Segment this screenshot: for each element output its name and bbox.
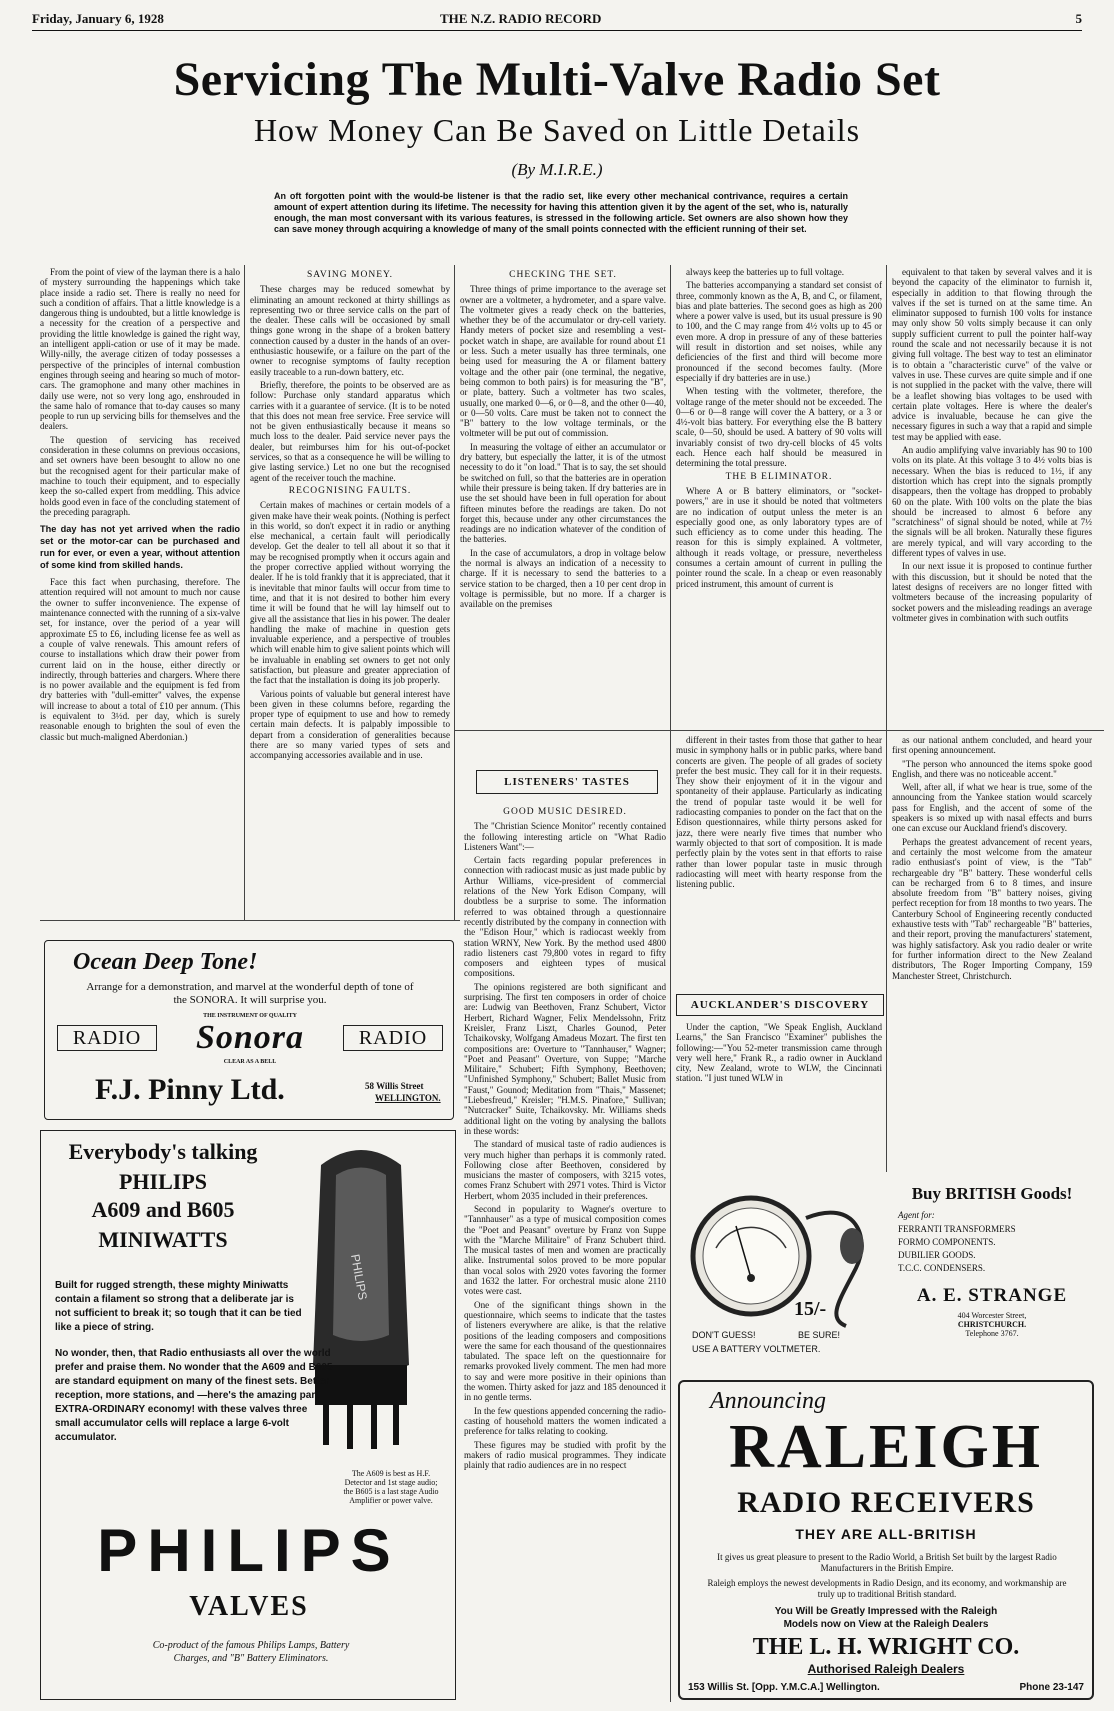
product-item: T.C.C. CONDENSERS. (898, 1263, 986, 1273)
raleigh-address: 153 Willis St. [Opp. Y.M.C.A.] Wellington. (688, 1682, 880, 1693)
listeners-column-1 (464, 804, 666, 1704)
strange-agent-label: Agent for: (898, 1210, 935, 1220)
sonora-tagline-bottom: CLEAR AS A BELL (223, 1059, 277, 1065)
article-column-4 (676, 267, 882, 727)
aucklander-column-1 (676, 1022, 882, 1172)
section-heading: CHECKING THE SET. (509, 270, 617, 280)
sonora-tagline-top: THE INSTRUMENT OF QUALITY (203, 1013, 297, 1019)
raleigh-receivers: RADIO RECEIVERS (737, 1486, 1035, 1519)
product-item: FORMO COMPONENTS. (898, 1237, 996, 1247)
philips-body: Built for rugged strength, these mighty Miniwatts contain a filament so strong that a deliberate jar is not sufficient to break it; so tough that it can be tied like a piece of string. (55, 1280, 302, 1333)
paragraph: Briefly, therefore, the points to be observed are as follow: Purchase only standard apparatus which carries with it a guarantee of service. (It is to be noted that this does not mean free service. Free service will not be given enthusiastically because it means so much loss to the dealer. Paid service never pays the dealer, but reimburses him for his out-of-pocket services, so that as a consequence he will be willing to give lasting service.) Let no one but the recognised agent of the receiver touch the machine. (250, 379, 450, 483)
paragraph: "The person who announced the items spoke good English, and there was no noticeable accent." (892, 758, 1092, 779)
raleigh-body2: Raleigh employs the newest developments in Radio Design, and its economy, and workmanship are truly up to traditional British standard. (707, 1578, 1067, 1599)
paragraph: Face this fact when purchasing, therefore. The attention required will not amount to much nor cause the owner to suffer inconvenience. The expense of maintenance connected with the running of a six-valve set, for instance, over the period of a year will approximate £5 to £6, including license fee as well as a couple of valve renewals. This amount refers of course to installations which draw their power from current laid on in the house, either directly or indirectly, through batteries and chargers. Where there is no power available and the equipment is fed from dry batteries with "dull-emitter" valves, the expense will increase to about a total of £10 per annum. (This is equivalent to 3½d. per day, which is surely reasonable enough to brighten the soul of even the classic but much-maligned Aberdonian.) (40, 577, 240, 742)
raleigh-phone: Phone 23-147 (1019, 1682, 1084, 1693)
paragraph: The batteries accompanying a standard set consist of three, commonly known as the A, B, and C, or filament, bias and plate batteries. The second goes as high as 200 where a power valve is used, but its usual pressure is 90 to 100, and the C may range from 4½ volts up to 45 or even more. A drop in pressure of any of these batteries will result in distortion and set noises, while any deficiencies of the first and third will become more pronounced if the second becomes faulty. (More especially if dry batteries are in use.) (676, 280, 882, 383)
sonora-dealer: F.J. Pinny Ltd. (95, 1073, 285, 1106)
paragraph: Certain makes of machines or certain models of a given make have their weak points. (Nothing is perfect in this world, so don't expect it in radio or anything else mechanical, a certain fault will periodically develop. Get the dealer to tell all about it so that it may be recognised promptly when it occurs again and the proper corrective applied without worrying the dealer. If he is told frankly that it is appreciated, that it is inevitable that minor faults will occur from time to time, and that it is not desired to bother him every time it will be found that he will lay himself out to give all the assistance that lies in his power. The dealer handling the make of machine in question gets invaluable experience, and a perspective of troubles which will enable him to give salient points which will be invaluable in enabling set owners to get not only satisfaction, but pleasure and greater appreciation of the fact that the installation is doing its job properly. (250, 500, 450, 686)
article-title: Servicing The Multi-Valve Radio Set (173, 53, 941, 106)
paragraph: An audio amplifying valve invariably has 90 to 100 volts on its plate. At this voltage 3 to 4½ volts bias is necessary. When the bias is reduced to 1½, if any distortion which has crept into the signals promptly disappears, then the voltage has dropped to probably 60 on the plate. With 100 volts on the plate the bias should be increased to almost 6 before any "scratchiness" of signal should be noted, while at 7½ the signals will be all broken. Naturally these figures are merely typical, and will vary according to the different types of valves in use. (892, 445, 1092, 559)
sonora-radio-left: RADIO (57, 1025, 157, 1051)
paragraph: Where A or B battery eliminators, or "socket-powers," are in use it should be noted that voltmeters are no indication of output unless the meter is an especially good one, as only laboratory types are of such efficiency as to come under this heading. The reason for this is simply explained. A voltmeter, although it reads voltage, or pressure, nevertheless consumes a certain amount of current in pulling the pointer round the scale. In a cheap or even reasonably priced instrument, this amount of current is (676, 485, 882, 589)
section-heading: GOOD MUSIC DESIRED. (503, 807, 627, 817)
paragraph: These charges may be reduced somewhat by eliminating an amount reckoned at thirty shillings as representing two or three service calls on the part of the dealer. These calls will be occasioned by small things gone wrong in the shape of a broken battery connection caused by a duster in the hands of an over-enthusiastic housewife, or a failure on the part of the owner to recognise symptoms of faulty reception easily traceable to a run-down battery, etc. (250, 284, 450, 377)
paragraph: When testing with the voltmeter, therefore, the voltage range of the meter should not be exceeded. The 0—6 or 0—8 range will cover the A battery, or a 3 or 4½-volt bias battery. For everything else the B battery scale, 0—50, should be used. A battery of 90 volts will invariably consist of two dry-cell blocks of 45 volts each. Hence each half should be measured in determining the total pressure. (676, 386, 882, 469)
header-page-number: 5 (1075, 11, 1082, 26)
article-column-1 (40, 267, 240, 919)
aucklander-column-2 (892, 735, 1092, 1175)
article-column-3 (460, 267, 666, 727)
aucklander-title: AUCKLANDER'S DISCOVERY (676, 994, 884, 1016)
philips-line1: Everybody's talking (68, 1139, 258, 1164)
strange-products (898, 1223, 1094, 1275)
voltmeter-price: 15/- (794, 1298, 827, 1320)
section-heading: RECOGNISING FAULTS. (288, 485, 412, 496)
philips-logo: PHILIPS (97, 1517, 401, 1584)
header-paper: THE N.Z. RADIO RECORD (440, 11, 602, 26)
raleigh-announcing: Announcing (710, 1388, 826, 1414)
sonora-radio-right: RADIO (343, 1025, 443, 1051)
paragraph: In the case of accumulators, a drop in voltage below the normal is always an indication of a necessity to charge. If it is necessary to send the batteries to a service station to be charged, then a 10 per cent drop in voltage is permissible, but no more. If a charger is available on the premises (460, 547, 666, 610)
paragraph: Perhaps the greatest advancement of recent years, and certainly the most welcome from the amateur radio enthusiast's point of view, is the "Tab" rechargeable dry "B" battery. These wonderful cells can be recharged from 6 to 8 times, and insure absolute freedom from "B" battery noises, giving perfect reception for from 18 months to two years. The Canterbury School of Engineering recently conducted exhaustive tests with "Tab" rechargeable "B" batteries, and their report, proving the manufacturers' statement, was highly satisfactory. Ask you radio dealer or write for further information direct to the New Zealand distributors, The Roger Importing Company, 159 Manchester Street, Christchurch. (892, 836, 1092, 981)
article-column-5 (892, 267, 1092, 727)
sonora-ad (44, 940, 454, 1120)
paragraph: Second in popularity to Wagner's overture to "Tannhauser" as a type of musical composition comes the "Poet and Peasant" overture by Franz von Suppe with the "Marche Militaire" of Franz Schubert third. The musical tastes of men and women are practically alike. Instrumental solos proved to be more popular than vocal solos with 2920 votes favoring the former and 1632 the latter. For orchestral music alone 2110 votes were cast. (464, 1203, 666, 1297)
sonora-address: 58 Willis Street (365, 1081, 424, 1091)
paragraph: One of the significant things shown in the questionnaire, which seems to indicate that the tastes of listeners everywhere are alike, is that the relative positions of the leading composers and compositions were the same for each thousand of the questionnaires tabulated. The space left on the questionnaire for remarks provoked lively comment. The men had more to say and were more positive in their opinions than the women. Thirty asked for jazz and 185 denounced it in no gentle terms. (464, 1299, 666, 1403)
philips-line4: MINIWATTS (98, 1227, 228, 1252)
article-byline: (By M.I.R.E.) (511, 160, 603, 179)
paragraph: Three things of prime importance to the average set owner are a voltmeter, a hydrometer, and a spare valve. The voltmeter gives a ready check on the batteries, whether they be of the accumulator or dry-cell variety. Handy meters of pocket size and resembling a vest-pocket watch in shape, are available for round about £1 or less. Such a meter usually has three terminals, one being used for measuring the A or filament battery voltage and the other pair (one terminal, the negative, being common to both pairs) is for measuring the "B", or plate, battery. Such a voltmeter has two scales, usually, one marked 0—6, or 0—8, and the other 0—40, or 0—50 volts. Care must be taken not to connect the "B" battery to the low voltage terminals, or the voltmeter will be put out of commission. (460, 284, 666, 439)
product-item: FERRANTI TRANSFORMERS (898, 1224, 1016, 1234)
section-heading: THE B ELIMINATOR. (725, 471, 833, 482)
paragraph: Well, after all, if what we hear is true, some of the announcing from the Yankee station would scarcely pass for English, and the accent of some of the speakers is so mixed up with nasal effects and burrs one can excuse our Auckland friend's discovery. (892, 782, 1092, 834)
paragraph: The opinions registered are both significant and surprising. The first ten composers in order of choice are: Ludwig van Beethoven, Franz Schubert, Victor Herbert, Richard Wagner, Felix Mendelssohn, Fritz Kreisler, Franz Liszt, Charles Gounod, Peter Tchaikovsky, Wolfgang Amadeus Mozart. The first ten compositions are: Overture to "Tannhauser," Wagner; "Poet and Peasant" Overture, von Suppe; "Marche Militaire," Schubert; Fifth Symphony, Beethoven; "Unfinished Symphony," Schubert; Ballet Music from "Faust," Gounod; Meditation from "Thais," Massenet; "Liebesfreud," Kreisler; "H.M.S. Pinafore," Sullivan; "Nutcracker" Suite, Tchaikovsky. Mr. Williams sheds additional light on the voting by analysing the ballots in these words: (464, 981, 666, 1136)
section-heading: SAVING MONEY. (306, 270, 394, 280)
paragraph: The question of servicing has received consideration in these columns on previous occasions, and set owners have been besought to allow no one but the recognised agent for their particular make of machine to touch their equipment, and to especially keep the so-called expert from meddling. This advice holds good even in face of the concluding statement of the preceding paragraph. (40, 434, 240, 517)
paragraph: From the point of view of the layman there is a halo of mystery surrounding the happenings which take place inside a radio set. There is really no need for such a condition of affairs. That a little knowledge is a dangerous thing is undoubted, but a little knowledge is a necessity for the creation of a perspective and providing the little knowledge is gained the right way, an intelligent appli-cation or use of it may be made. Willy-nilly, the average citizen of today possesses a perspective of the principles of internal combustion engines through seeing and hearing so much of motor-cars. The gramophone and many other machines in daily use were, not so very long ago, enshrouded in the same halo of romance that to-day causes so many people to run up servicing bills for themselves and the dealers. (40, 267, 240, 432)
paragraph: equivalent to that taken by several valves and it is beyond the capacity of the eliminator to furnish it, especially in addition to that flowing through the valves if the set is turned on at the same time. An eliminator supposed to furnish 100 volts for instance may only show 50 volts simply because it can only supply sufficient current to pull the pointer half-way round the scale and not necessarily because it is not giving full voltage. The best way to test an eliminator is to obtain a "characteristic curve" of the valve or valves in use. These curves are quite simple and if one is not supplied in the packet with the valve, there will be a leaflet showing bias voltages to be used with certain plate voltages. Here is where the dealer's advice is invaluable, because he can give the necessary figures in such a way that a rapid and simple test may be applied with ease. (892, 267, 1092, 442)
sonora-headline: Ocean Deep Tone! (73, 949, 258, 975)
philips-body2: No wonder, then, that Radio enthusiasts all over the world prefer and praise them. No wonder that the A609 and B605 are standard equipment on many of the finest sets. Better reception, more stations, and —here's the amazing part—EXTRA-ORDINARY economy! with these valves three small accumulator cells will replace a large 6-volt accumulator. (55, 1348, 333, 1443)
philips-caption: The A609 is best as H.F. Detector and 1st stage audio; the B605 is a last stage Audio Amplifier or power valve. (343, 1469, 439, 1505)
paragraph: always keep the batteries up to full voltage. (686, 267, 845, 277)
raleigh-body1: It gives us great pleasure to present to the Radio World, a British Set built by the largest Radio Manufacturers in the British Empire. (717, 1552, 1057, 1573)
voltmeter-tag-right: BE SURE! (798, 1330, 841, 1340)
raleigh-impressed2: Models now on View at the Raleigh Dealers (783, 1619, 989, 1630)
voltmeter-illustration (676, 1178, 882, 1328)
paragraph: as our national anthem concluded, and heard your first opening announcement. (892, 735, 1092, 756)
paragraph: different in their tastes from those that gather to hear music in symphony halls or in public parks, where band concerts are given. The people of all grades of society prefer the best music. They call for it in their requests. They show their enjoyment of it in the vigour and spontaneity of their applause. Particularly as indicating the trend of popular taste would it be well for radiocasting companies to ponder on the fact that on the Edison questionnaires, while thirty persons asked for jazz, there were nearly five times that number who warmly objected to that sort of composition. It is made perfectly plain by the votes sent in that efforts to raise rather than lower popular taste in music through radiocasting will meet with hearty response from the listening public. (676, 735, 882, 890)
voltmeter-tag-bottom: USE A BATTERY VOLTMETER. (692, 1344, 821, 1354)
paragraph: Certain facts regarding popular preferences in connection with radiocast music as just made public by Arthur Williams, vice-president of commercial relations of the New York Edison Company, will doubtless be a surprise to some. The information referred to was obtained through a questionnaire recently distributed by the company in connection with the "Edison Hour," which is radiocast weekly from station WRNY, New York. By the method used 4800 radio listeners cast 79,800 votes in regard to fifty composers and eighteen types of musical compositions. (464, 855, 666, 979)
strange-city: CHRISTCHURCH. (957, 1320, 1027, 1329)
pull-quote: The day has not yet arrived when the radio set or the motor-car can be purchased and run for ever, or even a year, without attention of some kind from skilled hands. (40, 524, 240, 571)
article-column-2 (250, 267, 450, 919)
raleigh-ad (678, 1380, 1094, 1700)
svg-text:PHILIPS: PHILIPS (348, 1253, 370, 1301)
product-item: DUBILIER GOODS. (898, 1250, 976, 1260)
paragraph: The "Christian Science Monitor" recently contained the following interesting article on "What Radio Listeners Want":— (464, 821, 666, 852)
strange-name: A. E. STRANGE (916, 1285, 1068, 1306)
raleigh-authorised: Authorised Raleigh Dealers (807, 1662, 965, 1676)
strange-address: 404 Worcester Street, (957, 1311, 1027, 1320)
raleigh-logo: RALEIGH (729, 1413, 1043, 1481)
sonora-city: WELLINGTON. (375, 1093, 441, 1103)
philips-footer: Co-product of the famous Philips Lamps, Battery Charges, and "B" Battery Eliminators. (152, 1640, 350, 1664)
paragraph: The standard of musical taste of radio audiences is very much higher than perhaps it is commonly rated. Following close after Beethoven, considered by musicians the master of composers, with 3215 votes, comes Franz Schubert with 2971 votes. Third is Victor Herbert, whom 2035 included in their preferences. (464, 1139, 666, 1201)
strange-headline: Buy BRITISH Goods! (911, 1184, 1073, 1203)
sonora-text: Arrange for a demonstration, and marvel at the wonderful depth of tone of the SONORA. It will surprise you. (86, 981, 414, 1006)
raleigh-dealer: THE L. H. WRIGHT CO. (752, 1634, 1020, 1660)
philips-valves: VALVES (189, 1591, 309, 1622)
page-header (32, 8, 1082, 31)
listeners-title: LISTENERS' TASTES (476, 770, 658, 794)
paragraph: In our next issue it is proposed to continue further with this discussion, but it should be noted that the latest designs of receivers are no longer fitted with voltmeters because of the increasing popularity of socket powers and the misleading readings an average voltmeter gives in combination with such outfits (892, 561, 1092, 623)
listeners-column-2 (676, 735, 882, 980)
paragraph: These figures may be studied with profit by the makers of radio musical programmes. They indicate plainly that radio audiences are in no respect (464, 1439, 666, 1471)
paragraph: In measuring the voltage of either an accumulator or dry battery, but especially the latter, it is of the utmost necessity to do it "on load." That is to say, the set should be switched on full, so that the batteries are in operation while their pressure is being taken. If dry batteries are in use the set should have been in full operation for about fifteen minutes before the readings are taken. Do not forget this, because under any other circumstances the readings are no indication whatever of the condition of the batteries. (460, 441, 666, 545)
strange-ad (890, 1184, 1094, 1364)
article-subtitle: How Money Can Be Saved on Little Details (253, 112, 861, 148)
sonora-logo: Sonora (195, 1019, 305, 1056)
voltmeter-tag-left: DON'T GUESS! (692, 1330, 756, 1340)
philips-ad (40, 1130, 456, 1700)
raleigh-british: THEY ARE ALL-BRITISH (795, 1526, 977, 1542)
article-intro: An oft forgotten point with the would-be listener is that the radio set, like every other mechanical contrivance, requires a certain amount of expert attention during its lifetime. The necessity for having this attention given it by the agent of the set, who is, naturally enough, the man most conversant with its various features, is stressed in the following article. Set owners are also shown how they can save money through acquiring a knowledge of many of the small points connected with the efficient running of their set. (274, 191, 848, 234)
voltmeter-ad (676, 1178, 882, 1368)
philips-line2: PHILIPS (118, 1169, 208, 1194)
philips-line3: A609 and B605 (91, 1197, 235, 1222)
strange-phone: Telephone 3767. (965, 1329, 1019, 1338)
header-date: Friday, January 6, 1928 (32, 11, 164, 26)
raleigh-impressed1: You Will be Greatly Impressed with the Raleigh (774, 1606, 998, 1617)
paragraph: Various points of valuable but general interest have been given in these columns before, regarding the proper type of equipment to use and how to remedy certain main defects. It is palpably impossible to depart from a consideration of generalities because there are so many varied types of sets and accompanying accessories available and in use. (250, 688, 450, 761)
paragraph: Under the caption, "We Speak English, Auckland Learns," the San Francisco "Examiner" publishes the following:—"You 52-meter transmission came through very well here," Frank R., a radio owner in Auckland city, New Zealand, wrote to WLW, the Cincinnati station. "I just tuned WLW in (676, 1022, 882, 1084)
paragraph: In the few questions appended concerning the radio-casting of household matters the women indicated a preference for talks relating to cooking. (464, 1405, 666, 1437)
